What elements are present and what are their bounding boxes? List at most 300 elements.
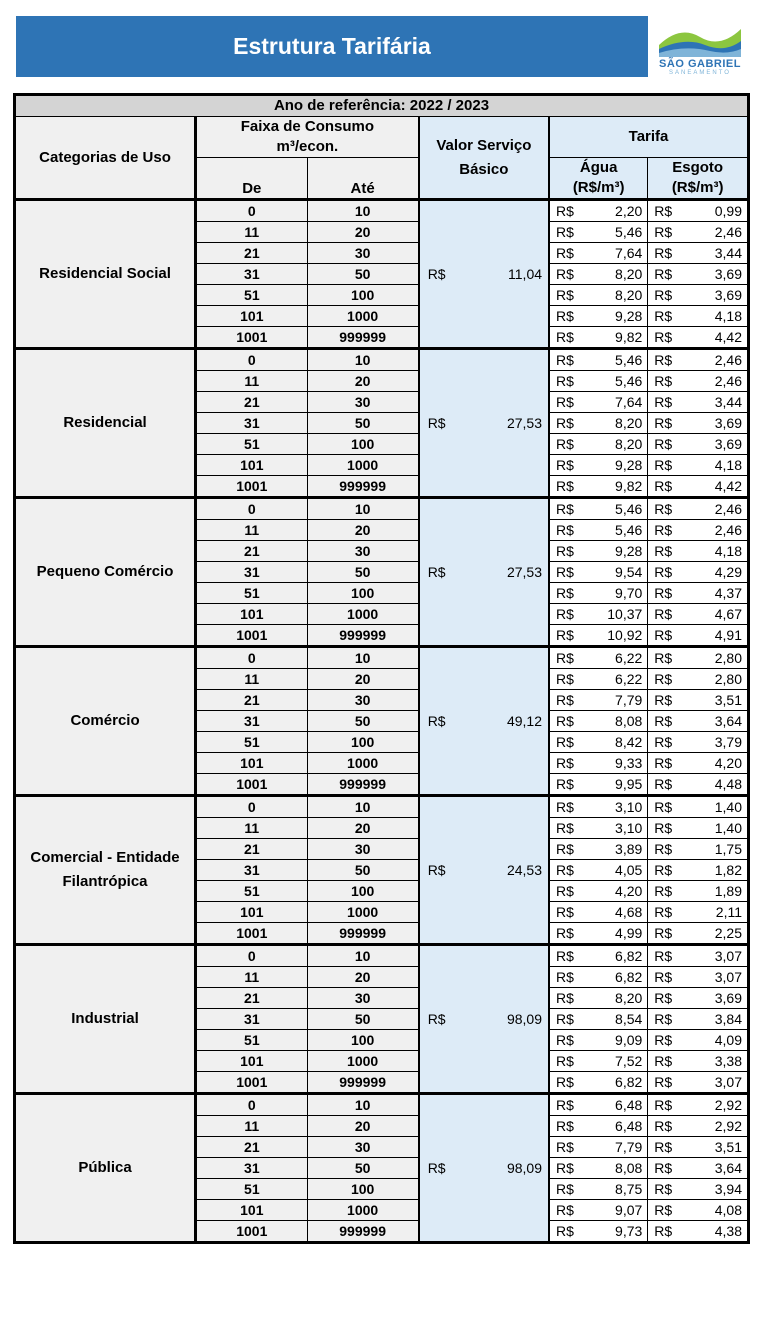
sewer-rate bbox=[648, 647, 749, 669]
range-to: 50 bbox=[307, 860, 419, 881]
currency-symbol: R$ bbox=[654, 1202, 673, 1218]
sewer-rate-value: 3,44 bbox=[714, 245, 742, 261]
sewer-rate-value: 4,18 bbox=[714, 543, 742, 559]
water-rate-value: 5,46 bbox=[615, 522, 643, 538]
water-rate-value: 5,46 bbox=[615, 373, 643, 389]
water-rate-value: 9,28 bbox=[615, 308, 643, 324]
basic-service-amount: 27,53 bbox=[506, 564, 543, 580]
sewer-rate-value: 3,69 bbox=[714, 287, 742, 303]
sewer-rate-value: 4,18 bbox=[714, 308, 742, 324]
range-from: 31 bbox=[196, 413, 308, 434]
currency-symbol: R$ bbox=[556, 394, 574, 410]
range-to: 1000 bbox=[307, 604, 419, 625]
sewer-rate bbox=[648, 796, 749, 818]
water-rate-value: 8,42 bbox=[615, 734, 643, 750]
water-rate-value: 5,46 bbox=[615, 224, 643, 240]
currency-symbol: R$ bbox=[654, 522, 673, 538]
currency-symbol: R$ bbox=[654, 799, 673, 815]
water-rate bbox=[549, 1051, 648, 1072]
table-row bbox=[15, 200, 749, 222]
range-from: 21 bbox=[196, 839, 308, 860]
currency-symbol: R$ bbox=[654, 266, 673, 282]
sewer-rate bbox=[648, 200, 749, 222]
currency-symbol: R$ bbox=[654, 1139, 673, 1155]
water-rate bbox=[549, 243, 648, 264]
currency-symbol: R$ bbox=[654, 1118, 673, 1134]
sewer-rate bbox=[648, 711, 749, 732]
sewer-rate-value: 3,84 bbox=[714, 1011, 742, 1027]
currency-symbol: R$ bbox=[556, 501, 574, 517]
currency-symbol: R$ bbox=[556, 1202, 574, 1218]
water-rate bbox=[549, 604, 648, 625]
water-rate bbox=[549, 711, 648, 732]
range-to: 30 bbox=[307, 541, 419, 562]
water-rate bbox=[549, 1200, 648, 1221]
range-to: 30 bbox=[307, 988, 419, 1009]
sewer-rate-value: 4,20 bbox=[714, 755, 742, 771]
range-to: 10 bbox=[307, 498, 419, 520]
water-rate-value: 3,89 bbox=[615, 841, 643, 857]
range-from: 0 bbox=[196, 796, 308, 818]
sewer-rate-value: 3,69 bbox=[714, 415, 742, 431]
range-to: 30 bbox=[307, 243, 419, 264]
sewer-rate-value: 2,11 bbox=[715, 904, 742, 920]
category-name: Residencial Social bbox=[15, 200, 196, 349]
range-from: 11 bbox=[196, 818, 308, 839]
range-from: 51 bbox=[196, 881, 308, 902]
water-rate-value: 9,28 bbox=[615, 457, 643, 473]
range-from: 0 bbox=[196, 200, 308, 222]
currency-symbol: R$ bbox=[556, 522, 574, 538]
range-to: 100 bbox=[307, 434, 419, 455]
water-rate-value: 9,33 bbox=[615, 755, 643, 771]
basic-service-value bbox=[419, 647, 549, 796]
range-from: 31 bbox=[196, 264, 308, 285]
currency-symbol: R$ bbox=[556, 627, 574, 643]
sewer-rate-value: 2,92 bbox=[714, 1097, 742, 1113]
water-rate-value: 3,10 bbox=[615, 820, 643, 836]
sewer-rate-value: 1,82 bbox=[714, 862, 742, 878]
sewer-rate-value: 3,07 bbox=[714, 948, 742, 964]
water-rate bbox=[549, 392, 648, 413]
sewer-rate-value: 4,67 bbox=[714, 606, 742, 622]
currency-symbol: R$ bbox=[556, 266, 574, 282]
currency-symbol: R$ bbox=[654, 692, 673, 708]
currency-symbol: R$ bbox=[654, 1032, 673, 1048]
category-name: Residencial bbox=[15, 349, 196, 498]
sewer-rate-value: 4,42 bbox=[714, 329, 742, 345]
sewer-rate bbox=[648, 222, 749, 243]
sewer-rate bbox=[648, 902, 749, 923]
table-row bbox=[15, 945, 749, 967]
water-rate bbox=[549, 306, 648, 327]
water-rate bbox=[549, 434, 648, 455]
range-to: 999999 bbox=[307, 1072, 419, 1094]
currency-symbol: R$ bbox=[556, 755, 574, 771]
range-to: 10 bbox=[307, 796, 419, 818]
range-from: 21 bbox=[196, 243, 308, 264]
currency-symbol: R$ bbox=[556, 862, 574, 878]
sewer-rate bbox=[648, 1094, 749, 1116]
water-rate bbox=[549, 1137, 648, 1158]
sewer-rate-value: 2,46 bbox=[714, 501, 742, 517]
sewer-rate-value: 2,46 bbox=[714, 522, 742, 538]
sewer-rate-value: 4,38 bbox=[714, 1223, 742, 1239]
water-rate-value: 9,73 bbox=[615, 1223, 643, 1239]
sewer-rate-value: 4,91 bbox=[714, 627, 742, 643]
water-rate bbox=[549, 625, 648, 647]
currency-symbol: R$ bbox=[654, 776, 673, 792]
currency-symbol: R$ bbox=[654, 543, 673, 559]
range-to: 50 bbox=[307, 562, 419, 583]
sewer-rate-value: 4,37 bbox=[714, 585, 742, 601]
currency-symbol: R$ bbox=[556, 969, 574, 985]
range-from: 101 bbox=[196, 902, 308, 923]
currency-symbol: R$ bbox=[654, 948, 673, 964]
range-from: 21 bbox=[196, 690, 308, 711]
range-to: 1000 bbox=[307, 455, 419, 476]
water-rate bbox=[549, 1116, 648, 1137]
water-rate-value: 6,22 bbox=[615, 671, 643, 687]
sewer-rate bbox=[648, 371, 749, 392]
header-esgoto: Esgoto (R$/m³) bbox=[648, 158, 749, 200]
range-from: 101 bbox=[196, 1200, 308, 1221]
water-rate bbox=[549, 881, 648, 902]
water-rate-value: 6,48 bbox=[615, 1118, 643, 1134]
sewer-rate bbox=[648, 881, 749, 902]
water-rate-value: 9,54 bbox=[615, 564, 643, 580]
currency-symbol: R$ bbox=[556, 203, 574, 219]
currency-symbol: R$ bbox=[556, 224, 574, 240]
sewer-rate bbox=[648, 1116, 749, 1137]
range-to: 999999 bbox=[307, 774, 419, 796]
currency-symbol: R$ bbox=[654, 329, 673, 345]
range-to: 999999 bbox=[307, 625, 419, 647]
range-from: 1001 bbox=[196, 1221, 308, 1243]
water-rate bbox=[549, 498, 648, 520]
basic-service-value bbox=[419, 1094, 549, 1243]
range-to: 10 bbox=[307, 945, 419, 967]
currency-symbol: R$ bbox=[654, 671, 673, 687]
water-rate-value: 8,20 bbox=[615, 990, 643, 1006]
range-to: 10 bbox=[307, 1094, 419, 1116]
sewer-rate-value: 0,99 bbox=[714, 203, 742, 219]
range-from: 0 bbox=[196, 1094, 308, 1116]
water-rate-value: 8,08 bbox=[615, 713, 643, 729]
range-from: 51 bbox=[196, 1179, 308, 1200]
water-rate-value: 9,82 bbox=[615, 478, 643, 494]
water-rate-value: 8,20 bbox=[615, 287, 643, 303]
water-rate bbox=[549, 285, 648, 306]
currency-symbol: R$ bbox=[427, 564, 446, 580]
range-from: 11 bbox=[196, 371, 308, 392]
sewer-rate bbox=[648, 732, 749, 753]
water-rate bbox=[549, 669, 648, 690]
sewer-rate bbox=[648, 923, 749, 945]
range-to: 100 bbox=[307, 583, 419, 604]
sewer-rate bbox=[648, 306, 749, 327]
currency-symbol: R$ bbox=[654, 883, 673, 899]
basic-service-amount: 98,09 bbox=[506, 1011, 543, 1027]
water-rate bbox=[549, 349, 648, 371]
range-to: 999999 bbox=[307, 1221, 419, 1243]
water-rate-value: 6,82 bbox=[615, 969, 643, 985]
currency-symbol: R$ bbox=[654, 224, 673, 240]
water-rate bbox=[549, 753, 648, 774]
sewer-rate-value: 2,92 bbox=[714, 1118, 742, 1134]
sewer-rate bbox=[648, 562, 749, 583]
currency-symbol: R$ bbox=[556, 415, 574, 431]
range-from: 31 bbox=[196, 1009, 308, 1030]
header-valor: Valor Serviço Básico bbox=[419, 117, 549, 200]
water-rate bbox=[549, 476, 648, 498]
sewer-rate-value: 1,40 bbox=[714, 799, 742, 815]
basic-service-value bbox=[419, 498, 549, 647]
currency-symbol: R$ bbox=[654, 245, 673, 261]
header-ate: Até bbox=[307, 158, 419, 200]
currency-symbol: R$ bbox=[556, 1053, 574, 1069]
water-rate bbox=[549, 1030, 648, 1051]
range-from: 31 bbox=[196, 860, 308, 881]
sewer-rate-value: 4,48 bbox=[714, 776, 742, 792]
water-rate-value: 7,79 bbox=[615, 1139, 643, 1155]
water-rate bbox=[549, 902, 648, 923]
currency-symbol: R$ bbox=[556, 585, 574, 601]
range-from: 1001 bbox=[196, 923, 308, 945]
sewer-rate bbox=[648, 1030, 749, 1051]
water-rate bbox=[549, 945, 648, 967]
sewer-rate bbox=[648, 476, 749, 498]
sewer-rate bbox=[648, 604, 749, 625]
water-rate bbox=[549, 264, 648, 285]
currency-symbol: R$ bbox=[556, 990, 574, 1006]
sewer-rate-value: 3,64 bbox=[714, 713, 742, 729]
sewer-rate-value: 3,94 bbox=[714, 1181, 742, 1197]
water-rate-value: 5,46 bbox=[615, 352, 643, 368]
sewer-rate-value: 2,80 bbox=[714, 650, 742, 666]
range-to: 30 bbox=[307, 392, 419, 413]
range-from: 1001 bbox=[196, 327, 308, 349]
range-to: 10 bbox=[307, 647, 419, 669]
logo-text: SÃO GABRIEL bbox=[659, 58, 741, 70]
sewer-rate bbox=[648, 967, 749, 988]
sewer-rate bbox=[648, 264, 749, 285]
range-to: 100 bbox=[307, 1030, 419, 1051]
currency-symbol: R$ bbox=[654, 457, 673, 473]
logo-subtext: SANEAMENTO bbox=[669, 70, 731, 76]
range-from: 31 bbox=[196, 562, 308, 583]
currency-symbol: R$ bbox=[556, 352, 574, 368]
range-to: 30 bbox=[307, 1137, 419, 1158]
currency-symbol: R$ bbox=[556, 457, 574, 473]
range-to: 1000 bbox=[307, 1200, 419, 1221]
currency-symbol: R$ bbox=[427, 415, 446, 431]
currency-symbol: R$ bbox=[556, 245, 574, 261]
sewer-rate bbox=[648, 774, 749, 796]
water-rate-value: 9,28 bbox=[615, 543, 643, 559]
company-logo bbox=[655, 15, 745, 77]
sewer-rate bbox=[648, 285, 749, 306]
water-rate bbox=[549, 967, 648, 988]
water-rate bbox=[549, 988, 648, 1009]
range-to: 10 bbox=[307, 200, 419, 222]
water-rate-value: 6,82 bbox=[615, 1074, 643, 1090]
water-rate-value: 6,48 bbox=[615, 1097, 643, 1113]
sewer-rate bbox=[648, 945, 749, 967]
basic-service-value bbox=[419, 796, 549, 945]
currency-symbol: R$ bbox=[654, 627, 673, 643]
water-rate bbox=[549, 774, 648, 796]
water-rate bbox=[549, 732, 648, 753]
water-rate-value: 9,95 bbox=[615, 776, 643, 792]
sewer-rate-value: 3,64 bbox=[714, 1160, 742, 1176]
currency-symbol: R$ bbox=[654, 734, 673, 750]
water-rate bbox=[549, 1158, 648, 1179]
range-to: 20 bbox=[307, 222, 419, 243]
currency-symbol: R$ bbox=[654, 862, 673, 878]
currency-symbol: R$ bbox=[654, 308, 673, 324]
sewer-rate bbox=[648, 690, 749, 711]
range-to: 50 bbox=[307, 1158, 419, 1179]
water-rate bbox=[549, 1009, 648, 1030]
currency-symbol: R$ bbox=[654, 820, 673, 836]
table-row bbox=[15, 796, 749, 818]
tariff-table-body bbox=[15, 200, 749, 1243]
sewer-rate-value: 3,44 bbox=[714, 394, 742, 410]
sewer-rate bbox=[648, 839, 749, 860]
sewer-rate-value: 3,07 bbox=[714, 1074, 742, 1090]
basic-service-amount: 11,04 bbox=[508, 266, 543, 282]
water-rate bbox=[549, 371, 648, 392]
sewer-rate bbox=[648, 413, 749, 434]
currency-symbol: R$ bbox=[654, 904, 673, 920]
currency-symbol: R$ bbox=[654, 650, 673, 666]
range-to: 20 bbox=[307, 818, 419, 839]
category-name: Pequeno Comércio bbox=[15, 498, 196, 647]
currency-symbol: R$ bbox=[556, 606, 574, 622]
water-rate-value: 9,70 bbox=[615, 585, 643, 601]
sewer-rate bbox=[648, 988, 749, 1009]
category-name: Industrial bbox=[15, 945, 196, 1094]
water-rate bbox=[549, 222, 648, 243]
currency-symbol: R$ bbox=[556, 1032, 574, 1048]
sewer-rate bbox=[648, 392, 749, 413]
range-to: 1000 bbox=[307, 306, 419, 327]
sewer-rate-value: 4,42 bbox=[714, 478, 742, 494]
water-rate bbox=[549, 860, 648, 881]
basic-service-value bbox=[419, 200, 549, 349]
range-to: 20 bbox=[307, 1116, 419, 1137]
sewer-rate bbox=[648, 1072, 749, 1094]
sewer-rate bbox=[648, 1158, 749, 1179]
sewer-rate-value: 3,69 bbox=[714, 990, 742, 1006]
range-from: 0 bbox=[196, 945, 308, 967]
currency-symbol: R$ bbox=[556, 1011, 574, 1027]
sewer-rate bbox=[648, 1179, 749, 1200]
range-from: 31 bbox=[196, 711, 308, 732]
water-rate bbox=[549, 200, 648, 222]
water-rate-value: 8,54 bbox=[615, 1011, 643, 1027]
currency-symbol: R$ bbox=[654, 415, 673, 431]
currency-symbol: R$ bbox=[556, 904, 574, 920]
water-rate-value: 8,20 bbox=[615, 266, 643, 282]
currency-symbol: R$ bbox=[654, 990, 673, 1006]
sewer-rate bbox=[648, 625, 749, 647]
water-rate bbox=[549, 690, 648, 711]
range-from: 51 bbox=[196, 732, 308, 753]
sewer-rate-value: 2,80 bbox=[714, 671, 742, 687]
currency-symbol: R$ bbox=[556, 329, 574, 345]
sewer-rate-value: 4,08 bbox=[714, 1202, 742, 1218]
range-from: 1001 bbox=[196, 1072, 308, 1094]
water-rate bbox=[549, 520, 648, 541]
sewer-rate bbox=[648, 1200, 749, 1221]
range-from: 0 bbox=[196, 498, 308, 520]
sewer-rate-value: 2,46 bbox=[714, 373, 742, 389]
range-from: 51 bbox=[196, 583, 308, 604]
tariff-table bbox=[13, 93, 750, 1244]
range-to: 1000 bbox=[307, 902, 419, 923]
water-rate-value: 4,05 bbox=[615, 862, 643, 878]
range-from: 11 bbox=[196, 222, 308, 243]
currency-symbol: R$ bbox=[556, 734, 574, 750]
sewer-rate-value: 3,51 bbox=[714, 692, 742, 708]
sewer-rate-value: 2,46 bbox=[714, 224, 742, 240]
water-rate-value: 2,20 bbox=[615, 203, 643, 219]
water-rate bbox=[549, 647, 648, 669]
currency-symbol: R$ bbox=[654, 501, 673, 517]
sewer-rate bbox=[648, 349, 749, 371]
currency-symbol: R$ bbox=[556, 1074, 574, 1090]
page-title-banner bbox=[16, 16, 648, 77]
sewer-rate bbox=[648, 498, 749, 520]
reference-year: Ano de referência: 2022 / 2023 bbox=[15, 95, 749, 117]
currency-symbol: R$ bbox=[556, 436, 574, 452]
currency-symbol: R$ bbox=[654, 969, 673, 985]
currency-symbol: R$ bbox=[654, 925, 673, 941]
sewer-rate bbox=[648, 583, 749, 604]
water-rate-value: 4,68 bbox=[615, 904, 643, 920]
currency-symbol: R$ bbox=[654, 1223, 673, 1239]
range-from: 101 bbox=[196, 1051, 308, 1072]
currency-symbol: R$ bbox=[556, 841, 574, 857]
sewer-rate-value: 1,89 bbox=[714, 883, 742, 899]
water-rate bbox=[549, 1094, 648, 1116]
range-to: 100 bbox=[307, 285, 419, 306]
water-rate bbox=[549, 1221, 648, 1243]
range-from: 51 bbox=[196, 285, 308, 306]
table-row bbox=[15, 498, 749, 520]
currency-symbol: R$ bbox=[654, 352, 673, 368]
currency-symbol: R$ bbox=[654, 287, 673, 303]
table-row bbox=[15, 647, 749, 669]
range-to: 20 bbox=[307, 520, 419, 541]
currency-symbol: R$ bbox=[654, 1074, 673, 1090]
range-from: 101 bbox=[196, 455, 308, 476]
category-name: Pública bbox=[15, 1094, 196, 1243]
currency-symbol: R$ bbox=[556, 925, 574, 941]
currency-symbol: R$ bbox=[427, 713, 446, 729]
sewer-rate-value: 3,69 bbox=[714, 266, 742, 282]
water-rate-value: 8,20 bbox=[615, 436, 643, 452]
currency-symbol: R$ bbox=[654, 1097, 673, 1113]
sewer-rate-value: 3,51 bbox=[714, 1139, 742, 1155]
sewer-rate-value: 3,07 bbox=[714, 969, 742, 985]
currency-symbol: R$ bbox=[556, 478, 574, 494]
range-to: 999999 bbox=[307, 923, 419, 945]
water-rate-value: 8,75 bbox=[615, 1181, 643, 1197]
sewer-rate bbox=[648, 1137, 749, 1158]
